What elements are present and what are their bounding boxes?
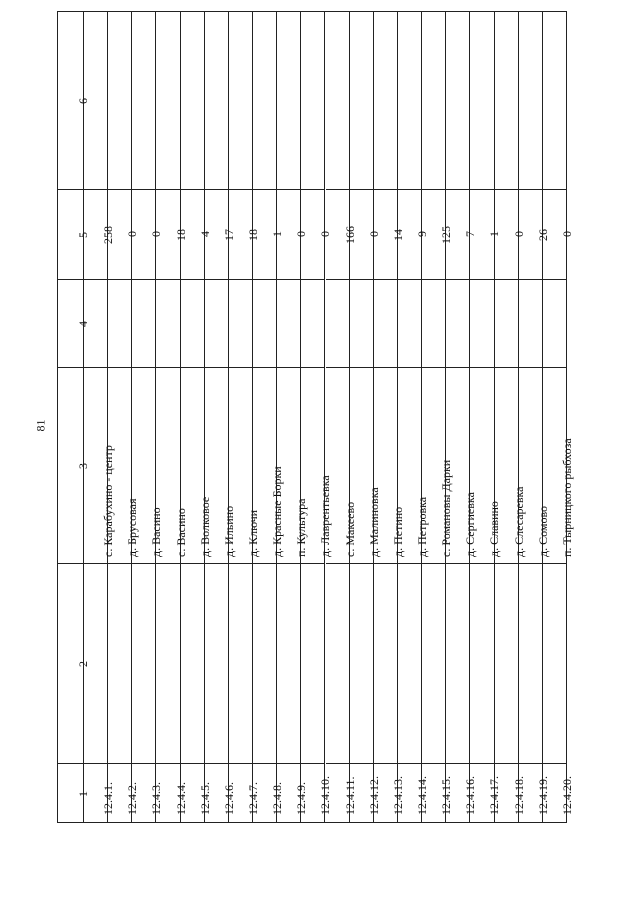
cell-divider (398, 763, 421, 764)
cell-divider (229, 763, 252, 764)
table-row (519, 11, 550, 823)
column-header-4: 4 (75, 321, 90, 327)
cell-divider (470, 563, 493, 564)
settlement-name: д. Ильино (221, 505, 236, 557)
cell-divider (301, 279, 324, 280)
cell-divider (253, 189, 276, 190)
cell-divider (374, 367, 397, 368)
table-row (108, 11, 140, 823)
row-code: 12.4.14. (415, 776, 429, 815)
settlement-name: д. Васино (149, 507, 164, 557)
value: 1 (487, 231, 502, 238)
row-code: 12.4.10. (318, 776, 333, 815)
cell-divider (205, 279, 228, 280)
cell-divider (350, 189, 373, 190)
row-code: 12.4.1. (101, 782, 116, 815)
cell-divider (84, 279, 107, 280)
cell-divider (253, 279, 276, 280)
cell-divider (470, 367, 493, 368)
cell-divider (253, 563, 276, 564)
value: 4 (197, 231, 212, 238)
column-header-1: 1 (75, 791, 90, 797)
cell-divider (543, 189, 566, 190)
settlement-name: д. Петровка (415, 496, 429, 557)
row-code: 12.4.11. (342, 776, 357, 815)
cell-divider (301, 563, 324, 564)
row-code: 12.4.17. (487, 776, 502, 815)
cell-divider (229, 189, 252, 190)
row-code: 12.4.3. (149, 782, 164, 815)
value: 0 (294, 231, 309, 238)
row-code: 12.4.13. (390, 776, 405, 815)
settlement-name: д. Красные Борки (270, 466, 285, 557)
cell-divider (422, 563, 445, 564)
cell-divider (470, 189, 493, 190)
row-code: 12.4.16. (463, 776, 478, 815)
cell-divider (398, 189, 421, 190)
cell-divider (84, 367, 107, 368)
cell-divider (132, 367, 155, 368)
row-code: 12.4.15. (439, 776, 454, 815)
settlement-name: д. Славино (487, 501, 502, 557)
table-row (229, 11, 260, 823)
cell-divider (495, 563, 518, 564)
page-number-text: 81 (33, 419, 48, 431)
table-row (301, 11, 333, 823)
cell-divider (422, 189, 445, 190)
settlement-name: д. Сергиевка (463, 492, 478, 557)
value: 125 (439, 225, 454, 244)
value: 0 (366, 231, 381, 238)
cell-divider (519, 763, 542, 764)
settlement-name: д. Лаврентьевка (318, 475, 333, 557)
value: 0 (511, 231, 526, 238)
cell-divider (205, 563, 228, 564)
cell-divider (495, 279, 518, 280)
cell-divider (58, 189, 83, 190)
settlement-name: п. Культура (294, 498, 309, 557)
cell-divider (132, 563, 155, 564)
cell-divider (84, 189, 107, 190)
cell-divider (446, 563, 469, 564)
table-row (156, 11, 188, 823)
row-code: 12.4.6. (221, 782, 236, 815)
cell-divider (108, 189, 131, 190)
row-code: 12.4.20. (559, 776, 574, 815)
cell-divider (277, 763, 300, 764)
cell-divider (374, 563, 397, 564)
cell-divider (543, 563, 566, 564)
value: 0 (125, 231, 140, 238)
column-header-3: 3 (75, 463, 90, 469)
cell-divider (205, 763, 228, 764)
page-number (33, 410, 49, 440)
settlement-name: д. Брусовая (125, 498, 140, 557)
value: 7 (463, 231, 478, 238)
value: 18 (245, 228, 260, 241)
value: 0 (559, 231, 574, 238)
cell-divider (374, 279, 397, 280)
table-row (132, 11, 164, 823)
column-header-2: 2 (75, 661, 90, 667)
cell-divider (253, 763, 276, 764)
table-row (205, 11, 236, 823)
value: 0 (149, 231, 164, 238)
settlement-name: с. Романовы Дарки (439, 459, 454, 557)
row-code: 12.4.18. (511, 776, 526, 815)
column-header-6: 6 (75, 98, 90, 104)
settlement-name: с. Васино (173, 508, 188, 557)
value: 0 (318, 231, 333, 238)
row-code: 12.4.19. (535, 776, 550, 815)
cell-divider (543, 279, 566, 280)
value: 26 (535, 228, 550, 241)
settlement-name: д. Ключи (245, 509, 260, 557)
cell-divider (374, 189, 397, 190)
cell-divider (326, 367, 349, 368)
value: 14 (390, 228, 405, 241)
cell-divider (326, 189, 349, 190)
value: 17 (221, 228, 236, 241)
cell-divider (156, 563, 179, 564)
row-code: 12.4.8. (270, 782, 285, 815)
cell-divider (205, 367, 228, 368)
cell-divider (422, 763, 445, 764)
cell-divider (398, 367, 421, 368)
cell-divider (326, 563, 349, 564)
table-row (84, 11, 116, 823)
cell-divider (301, 763, 324, 764)
cell-divider (229, 367, 252, 368)
cell-divider (132, 189, 155, 190)
value: 1 (270, 231, 285, 238)
cell-divider (132, 763, 155, 764)
cell-divider (422, 367, 445, 368)
row-code: 12.4.2. (125, 782, 140, 815)
cell-divider (181, 279, 204, 280)
cell-divider (108, 563, 131, 564)
table-row (495, 11, 526, 823)
cell-divider (519, 367, 542, 368)
cell-divider (446, 763, 469, 764)
cell-divider (519, 189, 542, 190)
cell-divider (446, 367, 469, 368)
settlement-name: с. Карабухино - центр (101, 445, 116, 557)
cell-divider (181, 763, 204, 764)
cell-divider (229, 563, 252, 564)
row-code: 12.4.5. (197, 782, 212, 815)
cell-divider (108, 367, 131, 368)
settlement-name: с. Макеево (342, 501, 357, 557)
cell-divider (301, 189, 324, 190)
row-code: 12.4.7. (245, 782, 260, 815)
cell-divider (277, 367, 300, 368)
settlement-name: д. Слесаревка (511, 486, 526, 557)
table-row (374, 11, 405, 823)
cell-divider (495, 763, 518, 764)
settlement-name: п. Тырницкого рыбхоза (559, 438, 574, 557)
cell-divider (277, 279, 300, 280)
cell-divider (181, 189, 204, 190)
cell-divider (205, 189, 228, 190)
cell-divider (277, 563, 300, 564)
cell-divider (446, 189, 469, 190)
cell-divider (156, 189, 179, 190)
header-row (57, 11, 90, 823)
cell-divider (446, 279, 469, 280)
cell-divider (108, 279, 131, 280)
cell-divider (326, 279, 349, 280)
cell-divider (108, 763, 131, 764)
table-row (277, 11, 309, 823)
table-row (398, 11, 429, 823)
cell-divider (422, 279, 445, 280)
value: 18 (173, 228, 188, 241)
value: 258 (101, 225, 116, 244)
cell-divider (519, 279, 542, 280)
value: 9 (415, 231, 429, 238)
cell-divider (156, 763, 179, 764)
cell-divider (58, 563, 83, 564)
cell-divider (132, 279, 155, 280)
cell-divider (326, 763, 349, 764)
table-row (422, 11, 454, 823)
cell-divider (350, 367, 373, 368)
cell-divider (156, 367, 179, 368)
cell-divider (58, 763, 83, 764)
cell-divider (277, 189, 300, 190)
cell-divider (470, 279, 493, 280)
table-row (350, 11, 381, 823)
column-header-5: 5 (75, 232, 90, 238)
cell-divider (84, 563, 107, 564)
table-row (470, 11, 502, 823)
table-row (543, 11, 574, 823)
cell-divider (398, 563, 421, 564)
cell-divider (84, 763, 107, 764)
data-table (57, 11, 574, 823)
settlement-name: д. Сомово (535, 505, 550, 557)
cell-divider (543, 763, 566, 764)
cell-divider (519, 563, 542, 564)
row-code: 12.4.4. (173, 782, 188, 815)
settlement-name: д. Малиновка (366, 487, 381, 557)
table-row (446, 11, 478, 823)
cell-divider (350, 563, 373, 564)
cell-divider (229, 279, 252, 280)
value: 166 (342, 225, 357, 244)
table-row (181, 11, 212, 823)
row-code: 12.4.9. (294, 782, 309, 815)
cell-divider (398, 279, 421, 280)
cell-divider (350, 279, 373, 280)
settlement-name: д. Петино (390, 506, 405, 557)
cell-divider (495, 367, 518, 368)
cell-divider (543, 367, 566, 368)
cell-divider (58, 367, 83, 368)
row-code: 12.4.12. (366, 776, 381, 815)
table-row (253, 11, 285, 823)
cell-divider (156, 279, 179, 280)
table-row (326, 11, 357, 823)
cell-divider (301, 367, 324, 368)
cell-divider (470, 763, 493, 764)
cell-divider (350, 763, 373, 764)
settlement-name: д. Волковое (197, 496, 212, 557)
cell-divider (253, 367, 276, 368)
cell-divider (495, 189, 518, 190)
cell-divider (181, 367, 204, 368)
cell-divider (374, 763, 397, 764)
cell-divider (58, 279, 83, 280)
cell-divider (181, 563, 204, 564)
